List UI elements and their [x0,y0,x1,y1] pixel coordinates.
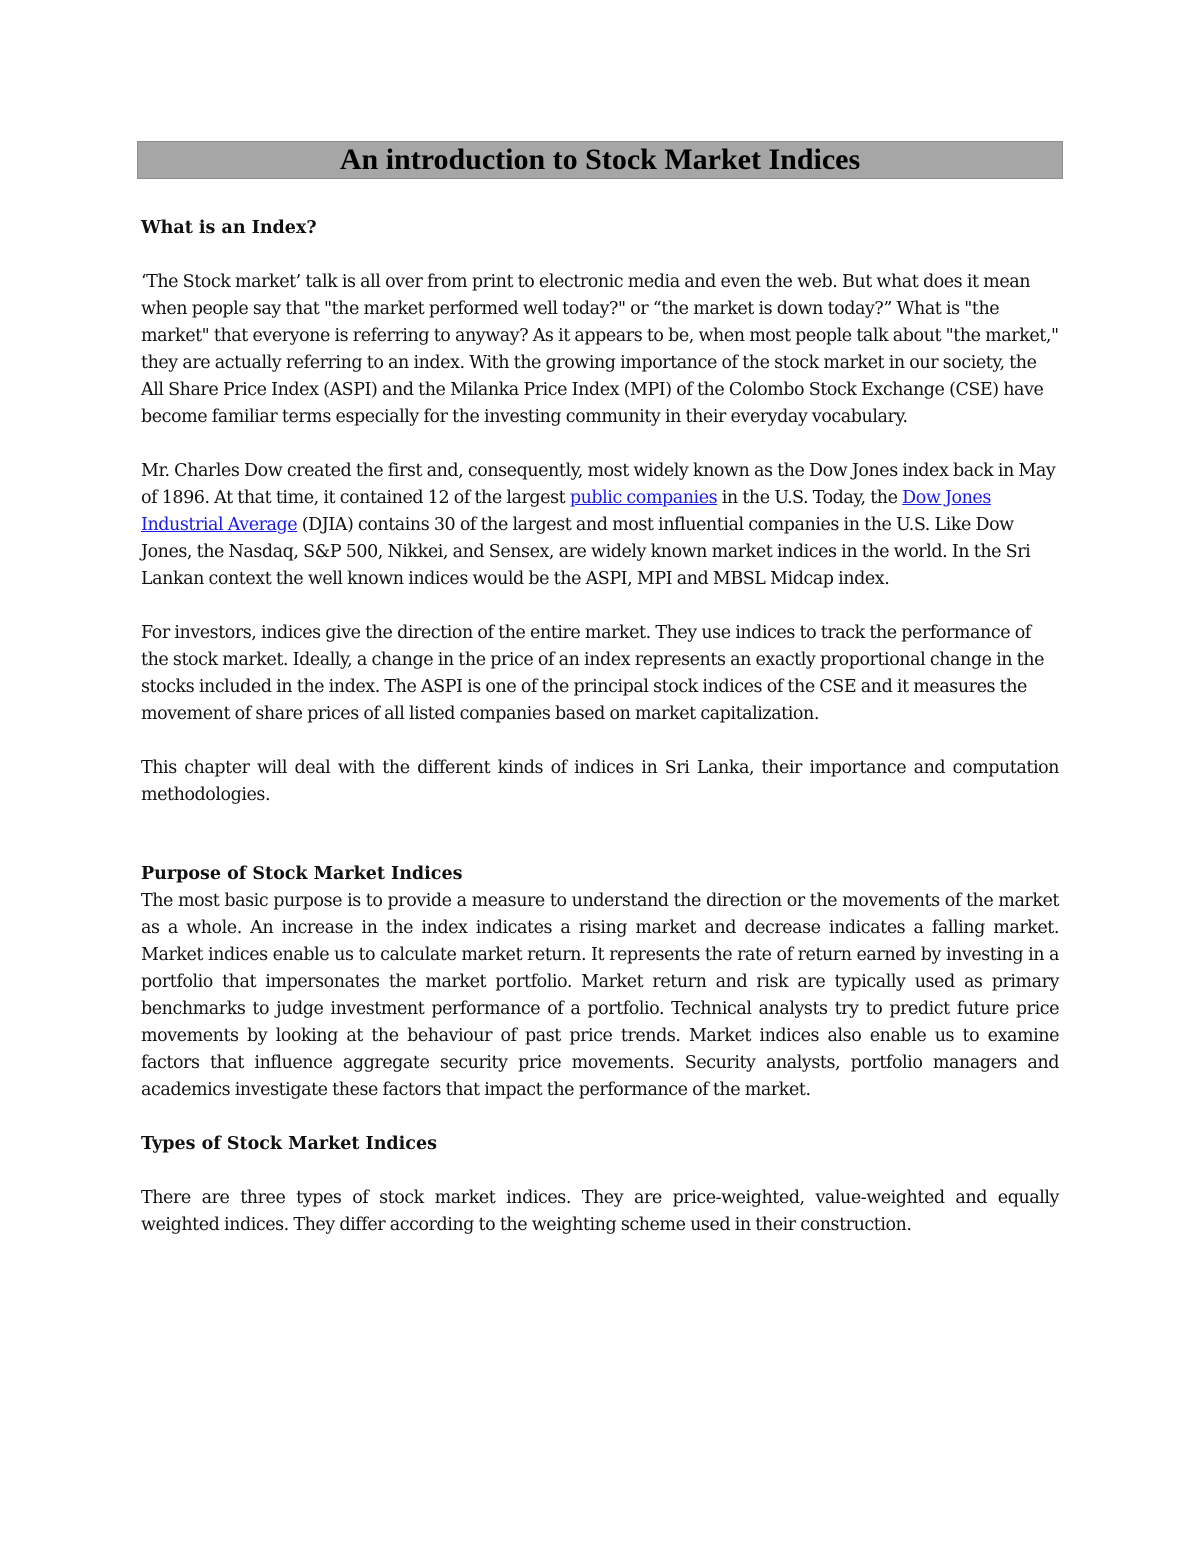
document-title: An introduction to Stock Market Indices [137,141,1063,179]
paragraph-purpose: The most basic purpose is to provide a measure to understand the direction or the movements of the market as a whole. An increase in the index indicates a rising market and decrease indicates a falling market. Market indices enable us to calculate market return. It represents the rate of return earned by investing in a portfolio that impersonates the market portfolio. Market return and risk are typically used as primary benchmarks to judge investment performance of a portfolio. Technical analysts try to predict future price movements by looking at the behaviour of past price trends. Market indices also enable us to examine factors that influence aggregate security price movements. Security analysts, portfolio managers and academics investigate these factors that impact the performance of the market. [141,891,1059,1100]
paragraph-investors: For investors, indices give the direction of the entire market. They use indices to track the performance of the stock market. Ideally, a change in the price of an index represents an exactly proportional change in the stocks included in the index. The ASPI is one of the principal stock indices of the CSE and it measures the movement of share prices of all listed companies based on market capitalization. [141,623,1044,724]
paragraph-chapter-scope: This chapter will deal with the different kinds of indices in Sri Lanka, their importance and computation methodologies. [141,758,1059,805]
paragraph-dow-jones-text-c: (DJIA) contains 30 of the largest and most influential companies in the U.S. Like Dow Jones, the Nasdaq, S&P 500, Nikkei, and Sensex, are widely known market indices in the world. In the Sri Lankan context the well known indices would be the ASPI, MPI and MBSL Midcap index. [141,515,1031,589]
paragraph-dow-jones-text-b: in the U.S. Today, the [717,488,903,508]
paragraph-types: There are three types of stock market indices. They are price-weighted, value-weighted and equally weighted indices. They differ according to the weighting scheme used in their construction. [141,1188,1059,1235]
section-heading-purpose: Purpose of Stock Market Indices [141,864,463,884]
section-heading-types: Types of Stock Market Indices [141,1134,437,1154]
document-page [141,141,1059,1239]
dow-jones-industrial-average-link[interactable]: Dow Jones Industrial Average [141,488,991,535]
paragraph-dow-jones-text-a: Mr. Charles Dow created the first and, consequently, most widely known as the Dow Jones index back in May of 1896. At that time, it contained 12 of the largest [141,461,1056,508]
section-heading-what-is-index: What is an Index? [141,218,317,238]
public-companies-link[interactable]: public companies [569,488,718,508]
paragraph-dow-jones [141,458,1059,593]
paragraph-intro: ‘The Stock market’ talk is all over from print to electronic media and even the web. But what does it mean when people say that "the market performed well today?" or “the market is down today?” What is "the market" that everyone is referring to anyway? As it appears to be, when most people talk about "the market," they are actually referring to an index. With the growing importance of the stock market in our society, the All Share Price Index (ASPI) and the Milanka Price Index (MPI) of the Colombo Stock Exchange (CSE) have become familiar terms especially for the investing community in their everyday vocabulary. [141,272,1059,427]
